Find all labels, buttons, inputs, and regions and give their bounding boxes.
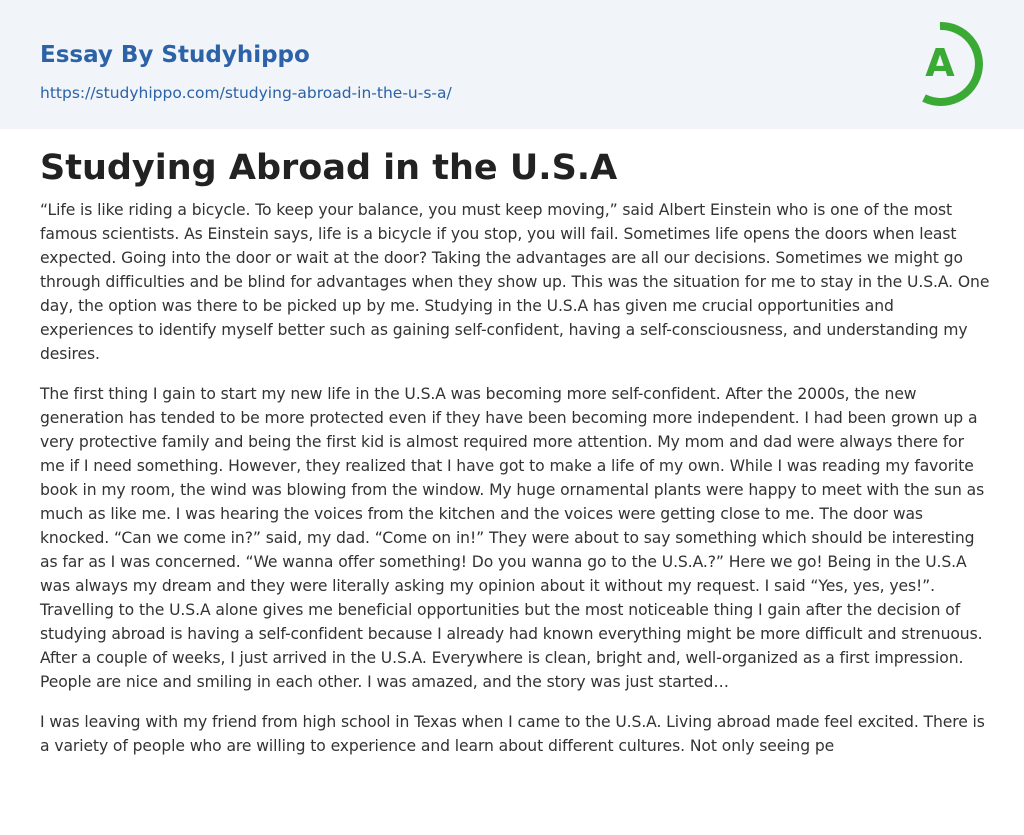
logo-letter: A	[925, 41, 955, 85]
brand-title: Essay By Studyhippo	[40, 42, 310, 68]
article-title: Studying Abroad in the U.S.A	[40, 148, 618, 188]
paragraph-2: The first thing I gain to start my new life in the U.S.A was becoming more self-confident. After the 2000s, the new generation has tended to be more protected even if they have been becoming more independent. I had been grown up a very protective family and being the first kid is almost required more attention. My mom and dad were always there for me if I need something. However, they realized that I have got to make a life of my own. While I was reading my favorite book in my room, the wind was blowing from the window. My huge ornamental plants were happy to meet with the sun as much as like me. I was hearing the voices from the kitchen and the voices were getting close to me. The door was knocked. “Can we come in?” said, my dad. “Come on in!” They were about to say something which should be interesting as far as I was concerned. “We wanna offer something! Do you wanna go to the U.S.A.?” Here we go! Being in the U.S.A was always my dream and they were literally asking my opinion about it without my request. I said “Yes, yes, yes!”. Travelling to the U.S.A alone gives me beneficial opportunities but the most noticeable thing I gain after the decision of studying abroad is having a self-confident because I already had known everything might be more difficult and strenuous. After a couple of weeks, I just arrived in the U.S.A. Everywhere is clean, bright and, well-organized as a first impression. People are nice and smiling in each other. I was amazed, and the story was just started…	[40, 385, 985, 691]
source-url-link[interactable]: https://studyhippo.com/studying-abroad-in-the-u-s-a/	[40, 84, 452, 102]
header-bar	[0, 0, 1024, 129]
studyhippo-logo-icon[interactable]	[910, 18, 990, 106]
paragraph-3: I was leaving with my friend from high school in Texas when I came to the U.S.A. Living abroad made feel excited. There is a variety of people who are willing to experience and learn about different cultures. Not only seeing pe	[40, 713, 985, 755]
article	[40, 146, 990, 774]
paragraph-1: “Life is like riding a bicycle. To keep your balance, you must keep moving,” said Albert Einstein who is one of the most famous scientists. As Einstein says, life is a bicycle if you stop, you will fail. Sometimes life opens the doors when least expected. Going into the door or wait at the door? Taking the advantages are all our decisions. Sometimes we might go through difficulties and be blind for advantages when they show up. This was the situation for me to stay in the U.S.A. One day, the option was there to be picked up by me. Studying in the U.S.A has given me crucial opportunities and experiences to identify myself better such as gaining self-confident, having a self-consciousness, and understanding my desires.	[40, 201, 990, 363]
